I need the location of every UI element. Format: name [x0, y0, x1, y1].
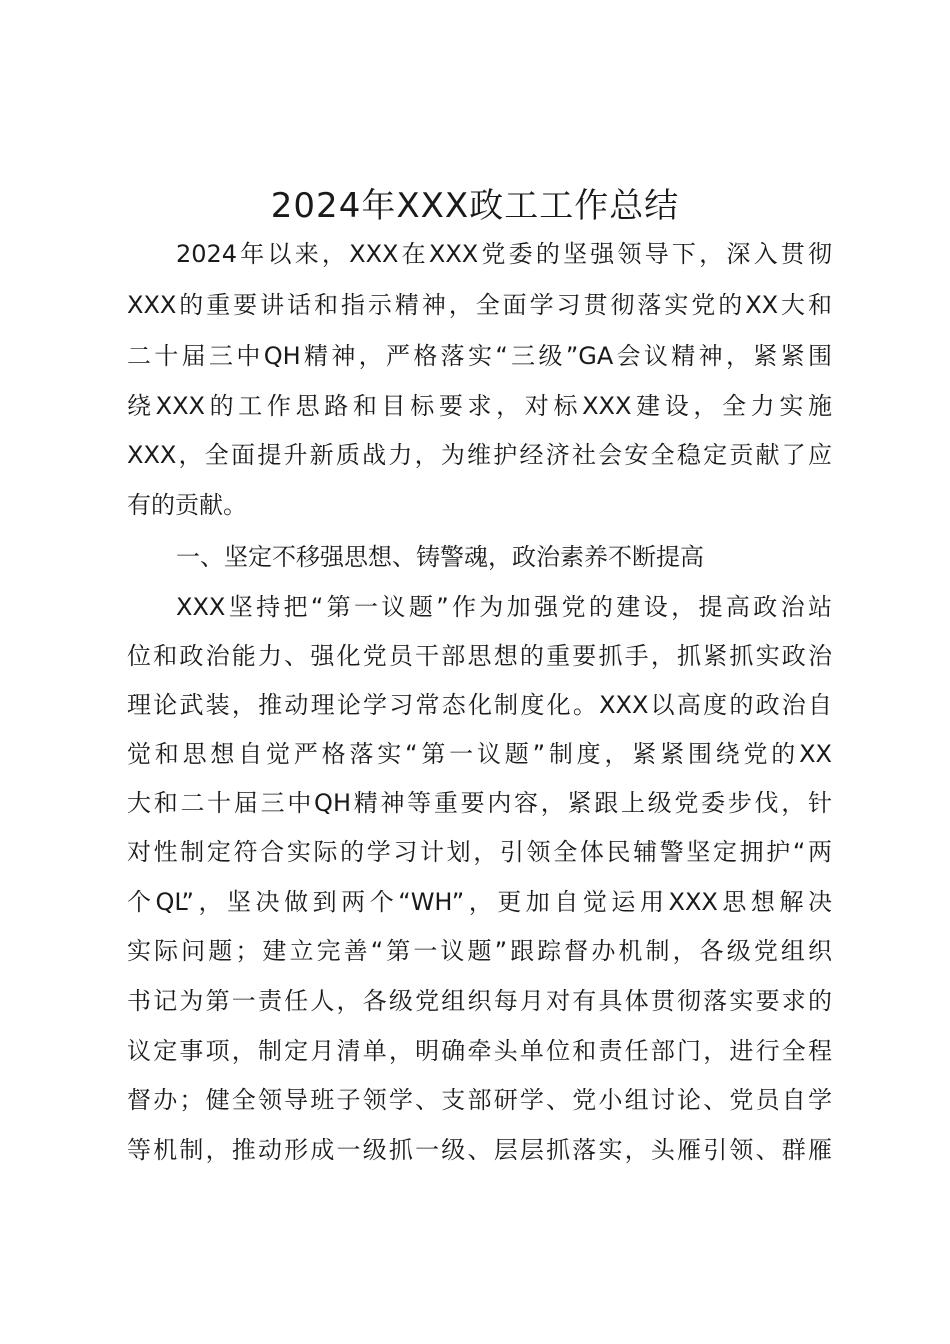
paragraph-2-line-8: 实际问题；建立完善“第一议题”跟踪督办机制，各级党组织	[127, 937, 832, 965]
paragraph-2-line-5: 大和二十届三中QH精神等重要内容，紧跟上级党委步伐，针	[127, 789, 832, 817]
section-heading-1: 一、坚定不移强思想、铸警魂，政治素养不断提高	[176, 543, 704, 571]
paragraph-2-line-9: 书记为第一责任人，各级党组织每月对有具体贯彻落实要求的	[127, 987, 832, 1015]
paragraph-2-line-10: 议定事项，制定月清单，明确牵头单位和责任部门，进行全程	[127, 1037, 832, 1065]
paragraph-1-line-6: 有的贡献。	[127, 491, 247, 519]
paragraph-2-line-1: XXX坚持把“第一议题”作为加强党的建设，提高政治站	[176, 593, 832, 621]
paragraph-1-line-2: XXX的重要讲话和指示精神，全面学习贯彻落实党的XX大和	[127, 291, 832, 319]
paragraph-2-line-6: 对性制定符合实际的学习计划，引领全体民辅警坚定拥护“两	[127, 838, 832, 866]
paragraph-1-line-1: 2024年以来，XXX在XXX党委的坚强领导下，深入贯彻	[176, 240, 832, 268]
paragraph-2-line-3: 理论武装，推动理论学习常态化制度化。XXX以高度的政治自	[127, 691, 832, 719]
paragraph-2-line-7: 个QL”，坚决做到两个“WH”，更加自觉运用XXX思想解决	[127, 888, 832, 916]
paragraph-2-line-11: 督办；健全领导班子领学、支部研学、党小组讨论、党员自学	[127, 1086, 832, 1114]
paragraph-1-line-3: 二十届三中QH精神，严格落实“三级”GA会议精神，紧紧围	[127, 342, 832, 370]
paragraph-2-line-12: 等机制，推动形成一级抓一级、层层抓落实，头雁引领、群雁	[127, 1136, 832, 1164]
document-title: 2024年XXX政工工作总结	[270, 186, 680, 226]
paragraph-2-line-2: 位和政治能力、强化党员干部思想的重要抓手，抓紧抓实政治	[127, 642, 832, 670]
paragraph-2-line-4: 觉和思想自觉严格落实“第一议题”制度，紧紧围绕党的XX	[127, 740, 832, 768]
paragraph-1-line-5: XXX，全面提升新质战力，为维护经济社会安全稳定贡献了应	[127, 441, 832, 469]
paragraph-1-line-4: 绕XXX的工作思路和目标要求，对标XXX建设，全力实施	[127, 392, 832, 420]
